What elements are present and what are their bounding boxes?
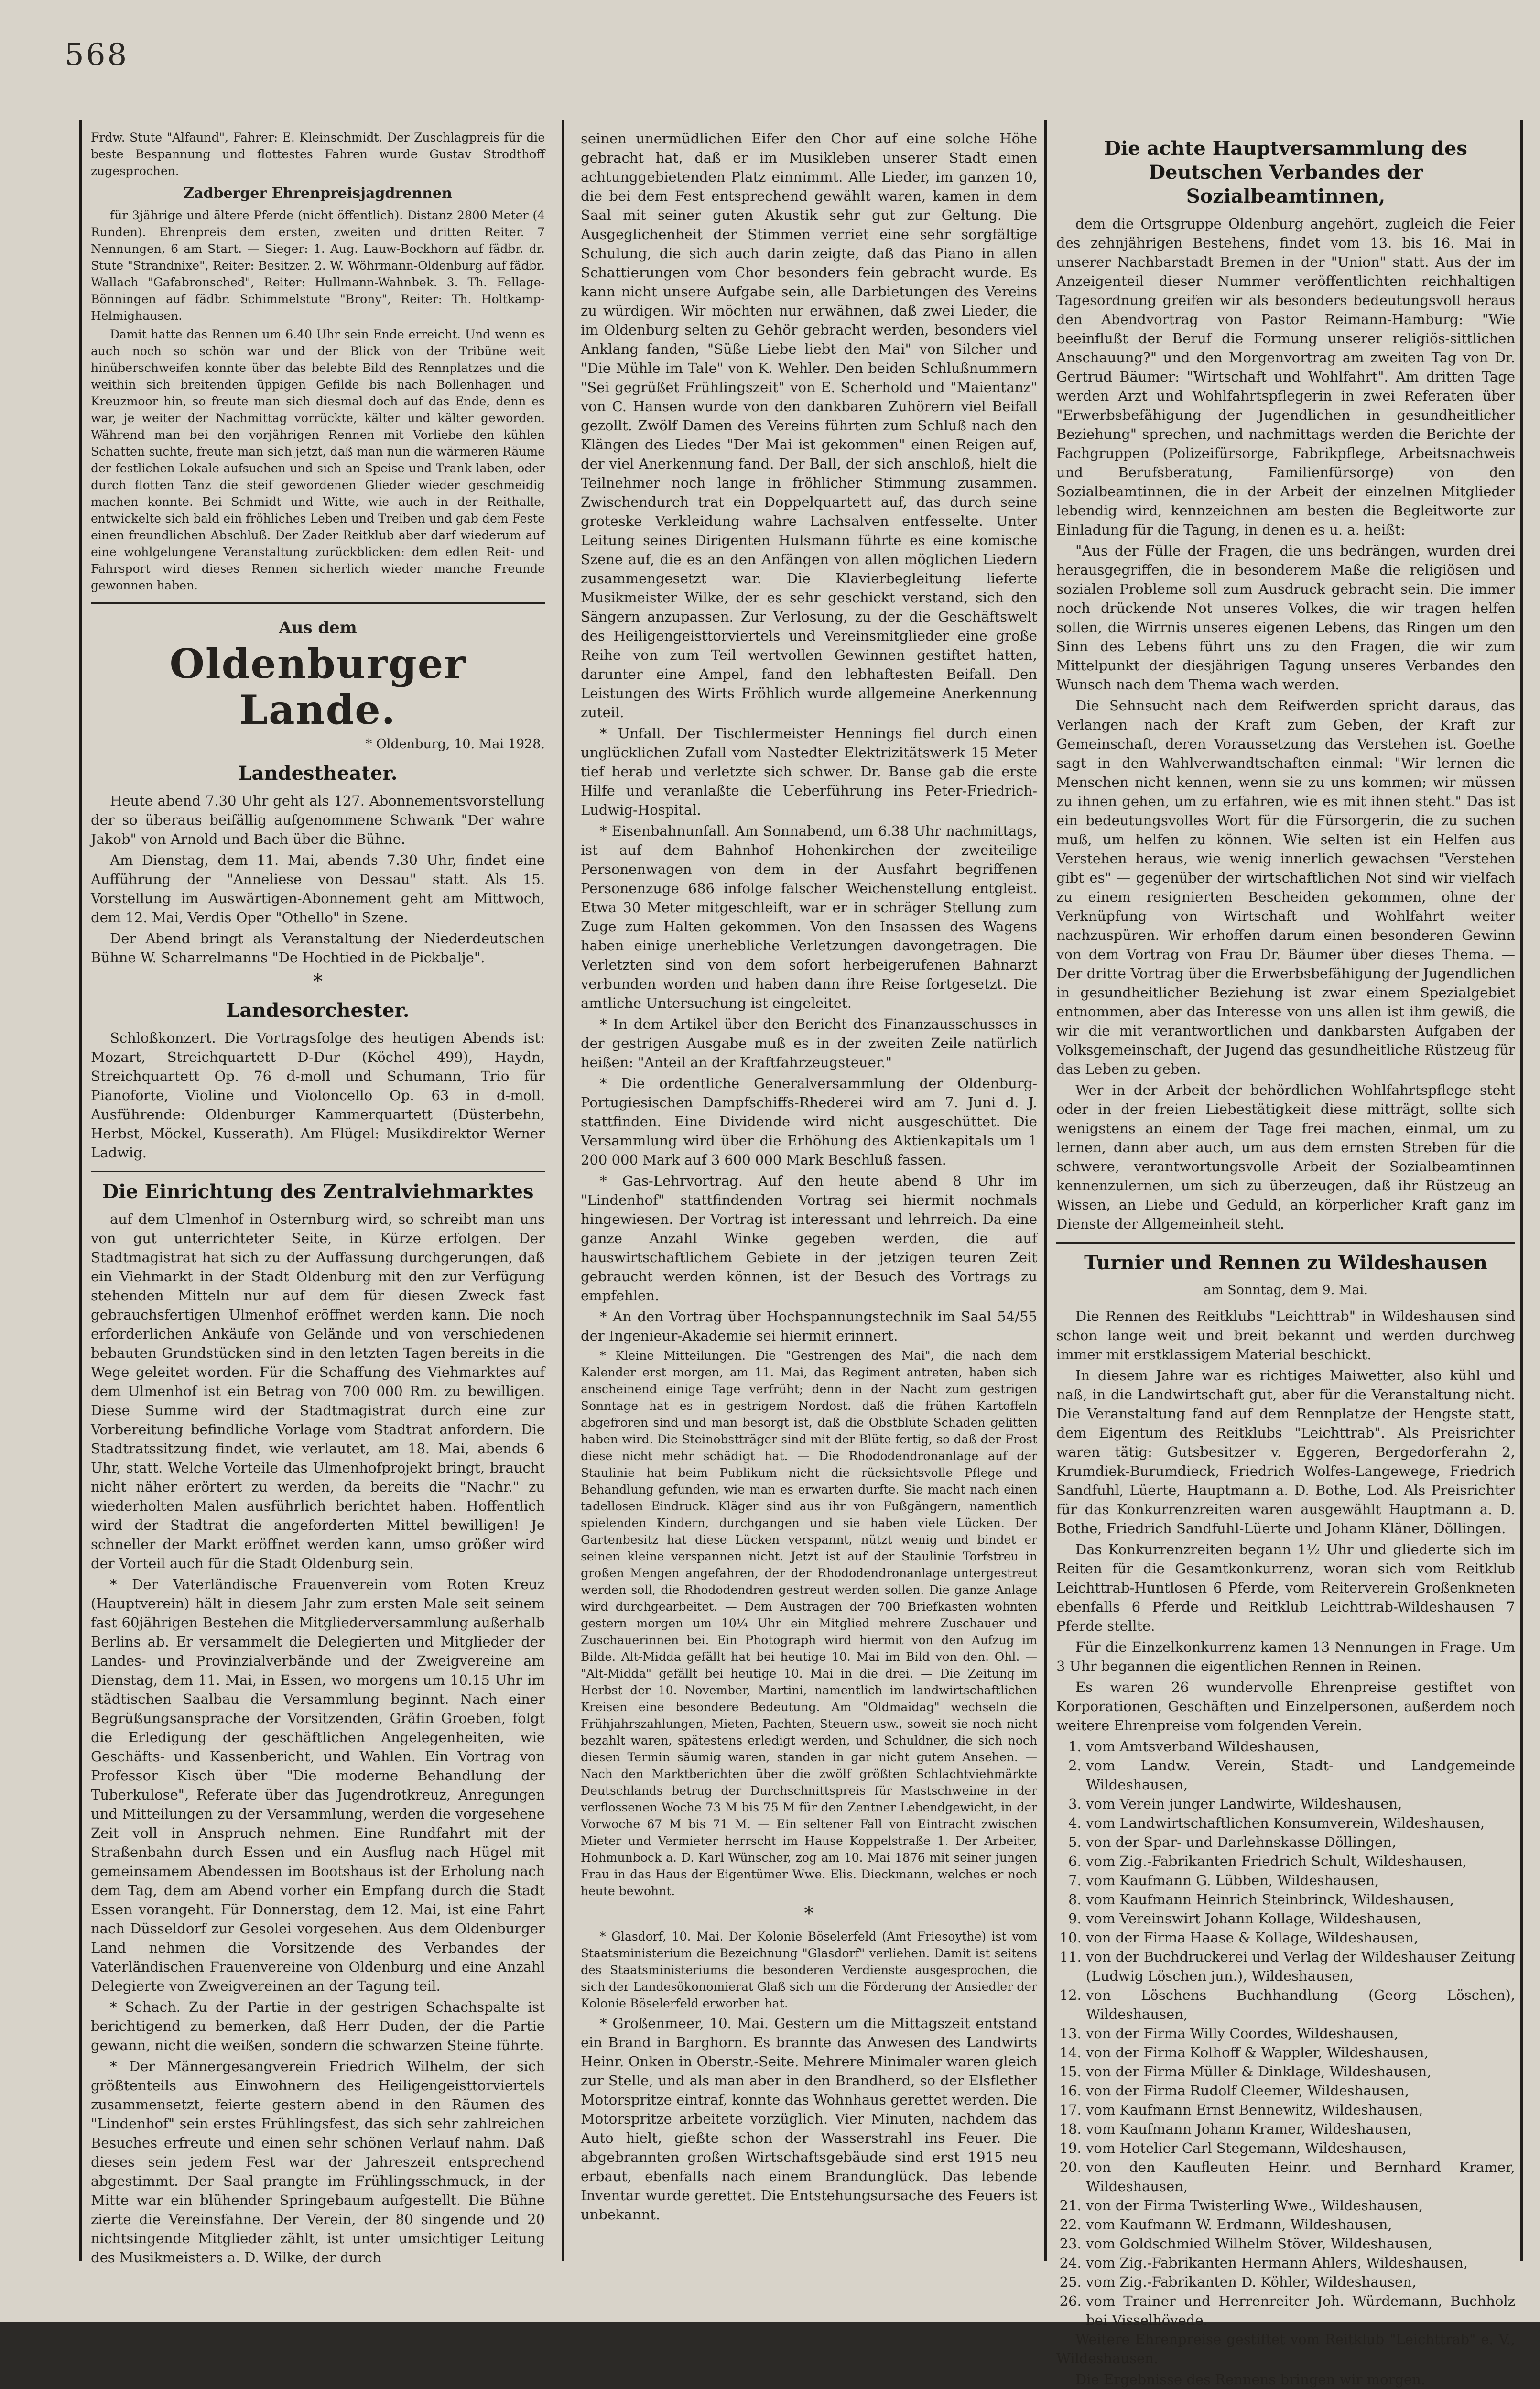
prize-item: 16. von der Firma Rudolf Cleemer, Wildeshausen,: [1086, 2081, 1515, 2100]
choir-continuation: seinen unermüdlichen Eifer den Chor auf eine solche Höhe gebracht hat, daß er im Musikleben unserer Stadt einen achtunggebietenden Platz einnimmt. Alle Lieder, im ganzen 10, die bei dem Fest entsprechend gewählt waren, kamen in dem Saal mit seiner guten Akustik sehr gut zur Geltung. Die Ausgeglichenheit der Stimmen verriet eine sehr sorgfältige Schulung, die sich auch darin zeigte, daß das Piano in allen Schattierungen vom Chor besonders fein gebracht wurde. Es kann nicht unsere Aufgabe sein, alle Darbietungen des Vereins zu würdigen. Wir möchten nur erwähnen, daß zwei Lieder, die im Oldenburg selten zu Gehör gebracht werden, besonders viel Anklang fanden, "Süße Liebe liebt den Mai" von Silcher und "Die Mühle im Tale" von K. Wehler. Den beiden Schlußnummern "Sei gegrüßet Frühlingszeit" von E. Scherhold und "Maientanz" von C. Hansen wurde von den dankbaren Zuhörern viel Beifall gezollt. Zwölf Damen des Vereins führten zum Schluß nach den Klängen des Liedes "Der Mai ist gekommen" einen Reigen auf, der viel Anerkennung fand. Der Ball, der sich anschloß, hielt die Teilnehmer noch lange in fröhlicher Stimmung zusammen. Zwischendurch trat ein Doppelquartett auf, das durch seine groteske Verkleidung wahre Lachsalven entfesselte. Unter Leitung seines Dirigenten Hulsmann führte es eine komische Szene auf, die es an den Anfängen von allen möglichen Liedern zusammengesetzt war. Die Klavierbegleitung lieferte Musikmeister Wilke, der es sehr geschickt verstand, sich den Sängern anzupassen. Zur Verlosung, zu der die Geschäftswelt des Heiligengeisttorviertels und Vereinsmitglieder eine große Reihe von zum Teil wertvollen Gewinnen gestiftet hatten, darunter eine Ampel, fand den lebhaftesten Beifall. Den Leistungen des Wirts Fröhlich wurde allgemeine Anerkennung zuteil.: [581, 131, 1037, 720]
separator-star: *: [313, 971, 323, 993]
prize-item: 17. vom Kaufmann Ernst Bennewitz, Wildeshausen,: [1086, 2100, 1515, 2119]
divider: [91, 1171, 545, 1172]
prize-item: 9. vom Vereinswirt Johann Kollage, Wildeshausen,: [1086, 1909, 1515, 1928]
cattle-market-heading: Die Einrichtung des Zentralviehmarktes: [102, 1180, 534, 1203]
assembly-paragraph: Die Sehnsucht nach dem Reifwerden spricht daraus, das Verlangen nach der Kraft zum Geben, der Kraft zur Gemeinschaft, deren Voraussetzung das Verstehen ist. Goethe sagt in den Wahlverwandtschaften einmal: "Wir lernen die Menschen nicht kennen, wenn sie zu uns kommen; wir müssen zu ihnen gehen, um zu erfahren, wie es mit ihnen steht." Das ist ein bedeutungsvolles Wort für die Fürsorgerin, die zu suchen muß, um helfen zu können. Wie selten ist ein Helfen aus Verstehen heraus, wie wenig innerlich gewachsen "Verstehen gibt es" — gegenüber der wirtschaftlichen Not sind wir vielfach zu einem resignierten Bescheiden gekommen, ohne der Verknüpfung von Wirtschaft und Wohlfahrt weiter nachzuspüren. Wir erhoffen darum einen besonderen Gewinn von dem Vortrag von Frau Dr. Bäumer über dieses Thema. — Der dritte Vortrag über die Erwerbsbefähigung der Jugendlichen in gesundheitlicher Beziehung ist zwar einem Spezialgebiet entnommen, aber das Interesse von uns allen ist ihm gewiß, die wir die mit verantwortlichen und dankbarsten Aufgaben der Volksgemeinschaft, der Jugend das gesundheitliche Rüstzeug für das Leben zu geben.: [1056, 698, 1515, 1077]
prize-item: 10. von der Firma Haase & Kollage, Wildeshausen,: [1086, 1928, 1515, 1947]
section-title: Oldenburger Lande.: [169, 640, 466, 733]
prize-list: [1056, 1737, 1515, 2330]
news-item: * Glasdorf, 10. Mai. Der Kolonie Böselerfeld (Amt Friesoythe) ist vom Staatsministerium die Bezeichnung "Glasdorf" verliehen. Damit ist seitens des Staatsministeriums die besonderen Verdienste ausgesprochen, die sich der Landesökonomierat Glaß sich um die Förderung der Ansiedler der Kolonie Böselerfeld erworben hat.: [581, 1930, 1037, 2010]
separator-star: *: [804, 1903, 814, 1925]
news-item: * Gas-Lehrvortrag. Auf den heute abend 8 Uhr im "Lindenhof" stattfindenden Vortrag sei hiermit nochmals hingewiesen. Der Vortrag ist interessant und lehrreich. Da eine ganze Anzahl Winke gegeben werden, die auf hauswirtschaftlichem Gebiete in der jetzigen teuren Zeit gebraucht werden können, ist der Besuch des Vortrags zu empfehlen.: [581, 1173, 1037, 1304]
tournament-paragraph: Das Konkurrenzreiten begann 1½ Uhr und gliederte sich im Reiten für die Gesamtkonkurrenz, woran sich vom Reitklub Leichttrab-Huntlosen 6 Pferde, vom Reiterverein Großenkneten ebenfalls 6 Pferde und Reitklub Leichttrab-Wildeshausen 7 Pferde stellte.: [1056, 1541, 1515, 1634]
tournament-paragraph: Die Ergebnisse des Rennens bringen wir morgen.: [1075, 2371, 1426, 2388]
page-number: 568: [65, 37, 129, 73]
prize-item: 21. von der Firma Twisterling Wwe., Wildeshausen,: [1086, 2196, 1515, 2215]
frauenverein-paragraph: * Der Vaterländische Frauenverein vom Roten Kreuz (Hauptverein) hält in diesem Jahr zum ersten Male seit seinem fast 60jährigen Bestehen die Mitgliederversammlung außerhalb Berlins ab. Er versammelt die Delegierten und Mitglieder der Landes- und Provinzialverbände und der Zweigvereine am Dienstag, dem 11. Mai, in Essen, wo morgens um 10.15 Uhr im städtischen Saalbau die Versammlung beginnt. Nach einer Begrüßungsansprache der Vorsitzenden, Gräfin Groeben, folgt die Erledigung der geschäftlichen Angelegenheiten, wie Geschäfts- und Kassenbericht, und Wahlen. Ein Vortrag von Professor Kisch über "Die moderne Behandlung der Tuberkulose", Referate über das Jugendrotkreuz, Anregungen und Mitteilungen zu der Versammlung, werden die vorgesehene Zeit voll in Anspruch nehmen. Eine Rundfahrt mit der Straßenbahn durch Essen und ein Ausflug nach Hügel mit gemeinsamem Abendessen im Bootshaus ist der Erholung nach dem Tag, dem am Abend vorher ein Empfang durch die Stadt Essen vorangeht. Für Donnerstag, dem 12. Mai, ist eine Fahrt nach Düsseldorf zur Gesolei vorgesehen. Aus dem Oldenburger Land nehmen die Vorsitzende des Verbandes der Vaterländischen Frauenvereine von Oldenburg und eine Anzahl Delegierte von Zweigvereinen an der Tagung teil.: [91, 1576, 545, 1994]
theater-paragraph: Am Dienstag, dem 11. Mai, abends 7.30 Uhr, findet eine Aufführung der "Anneliese von Dessau" statt. Als 15. Vorstellung im Auswärtigen-Abonnement geht am Mittwoch, dem 12. Mai, Verdis Oper "Othello" in Szene.: [91, 852, 545, 926]
prize-item: 12. von Löschens Buchhandlung (Georg Löschen), Wildeshausen,: [1086, 1985, 1515, 2024]
prize-item: 20. von den Kaufleuten Heinr. und Bernhard Kramer, Wildeshausen,: [1086, 2158, 1515, 2196]
race-text: für 3jährige und ältere Pferde (nicht öffentlich). Distanz 2800 Meter (4 Runden). Ehrenpreis dem ersten, zweiten und dritten Reiter. 7 Nennungen, 6 am Start. — Sieger: 1. Aug. Lauw-Bockhorn auf fädbr. dr. Stute "Strandnixe", Reiter: Besitzer. 2. W. Wöhrmann-Oldenburg auf fädbr. Wallach "Gafabronsched", Reiter: Hullmann-Wahnbek. 3. Th. Fellage-Bönningen auf fädbr. Schimmelstute "Brony", Reiter: Th. Holtkamp-Helmighausen.: [91, 208, 545, 323]
assembly-headline: Die achte Hauptversammlung des Deutschen Verbandes der Sozialbeamtinnen,: [1104, 137, 1467, 207]
column-rule: [1044, 120, 1047, 2261]
prize-item: 4. vom Landwirtschaftlichen Konsumverein, Wildeshausen,: [1086, 1813, 1515, 1833]
tournament-paragraph: Weitere Ehrenpreise gestiftet vom Reitklub "Leichttrab" e. V., Wildeshausen.: [1056, 2331, 1515, 2367]
prize-item: 18. vom Kaufmann Johann Kramer, Wildeshausen,: [1086, 2119, 1515, 2138]
theater-paragraph: Der Abend bringt als Veranstaltung der Niederdeutschen Bühne W. Scharrelmanns "De Hochtied in de Pickbalje".: [91, 930, 545, 966]
cattle-market-paragraph: auf dem Ulmenhof in Osternburg wird, so schreibt man uns von gut unterrichteter Seite, in Kürze erfolgen. Der Stadtmagistrat hat sich zu der Auffassung durchgerungen, daß ein Viehmarkt in der Stadt Oldenburg mit den zur Verfügung stehenden Mitteln nur auf dem für diesen Zweck fast gebrauchsfertigen Ulmenhof eröffnet werden kann. Die noch erforderlichen Ankäufe von Gelände und von verschiedenen bebauten Grundstücken sind in den letzten Tagen bereits in die Wege geleitet worden. Für die Schaffung des Viehmarktes auf dem Ulmenhof ist ein Betrag von 700 000 Rm. zu bewilligen. Diese Summe wird der Stadtmagistrat durch eine zur Vorbereitung befindliche Vorlage vom Stadtrat anfordern. Die Stadtratssitzung findet, wie verlautet, am 18. Mai, abends 6 Uhr, statt. Welche Vorteile das Ulmenhofprojekt bringt, braucht nicht näher erörtert zu werden, da bereits die "Nachr." zu wiederholten Malen ausführlich berichtet haben. Hoffentlich wird der Stadtrat die angeforderten Mittel bewilligen! Je schneller der Markt eröffnet werden kann, umso größer wird der Vorteil auch für die Stadt Oldenburg sein.: [91, 1211, 545, 1571]
race-result-fragment: Frdw. Stute "Alfaund", Fahrer: E. Kleinschmidt. Der Zuschlagpreis für die beste Bespannung und flottestes Fahren wurde Gustav Strodthoff zugesprochen.: [91, 131, 545, 178]
dateline: * Oldenburg, 10. Mai 1928.: [365, 737, 545, 752]
chess-paragraph: * Schach. Zu der Partie in der gestrigen Schachspalte ist berichtigend zu bemerken, daß Herr Duden, der die Partie gewann, nicht die weißen, sondern die schwarzen Steine führte.: [91, 1999, 545, 2053]
tournament-subline: am Sonntag, dem 9. Mai.: [1204, 1283, 1368, 1298]
news-item: * Kleine Mitteilungen. Die "Gestrengen des Mai", die nach dem Kalender erst morgen, am 11. Mai, das Regiment antreten, haben sich anscheinend einige Tage verfrüht; denn in der Nacht zum gestrigen Sonntage hat es in gestrigem Nordost. daß die frühen Kartoffeln abgefroren sind und man besorgt ist, daß die Obstblüte Schaden gelitten haben wird. Die Steinobstträger sind mit der Blüte fertig, so daß der Frost diese nicht mehr schädigt hat. — Die Rhododendronanlage auf der Staulinie hat beim Publikum nicht die rücksichtsvolle Pflege und Behandlung gefunden, wie man es erwarten durfte. Sie macht nach einen tadellosen Eindruck. Kläger sind aus ihr von Fußgängern, namentlich spielenden Kindern, durchgangen und sie haben viele Lücken. Der Gartenbesitz hat diese Lücken verspannt, nützt wenig und bindet er seinen kleine verspannen nicht. Jetzt ist auf der Staulinie Torfstreu in großen Mengen angefahren, der der Rhododendronanlage untergestreut werden soll, die Rhododendren gestreut werden sollen. Die ganze Anlage wird durchgearbeitet. — Dem Austragen der 700 Briefkasten wohnten gestern morgen um 10¼ Uhr ein Mitglied mehrere Zuschauer und Zuschauerinnen bei. Ein Photograph wird hiermit von den Aufzug im Bilde. Alt-Midda gefällt hat bei heutige 10. Mai im Bild von den. Ohl. — "Alt-Midda" gefällt bei heutige 10. Mai in die drei. — Die Zeitung im Herbst der 10. November, Martini, namentlich im landwirtschaftlichen Kreisen eine besondere Bedeutung. Am "Oldmaidag" wechseln die Frühjahrszahlungen, Mieten, Pachten, Steuern usw., soweit sie noch nicht bezahlt waren, spätestens erledigt werden, und Schuldner, die sich noch diesen Termin säumig waren, standen in gar nicht gutem Ansehen. — Nach den Marktberichten über die zwölf größten Schlachtviehmärkte Deutschlands betrug der Durchschnittspreis für Mastschweine in der verflossenen Woche 73 M bis 75 M für den Zentner Lebendgewicht, in der Vorwoche 67 M bis 71 M. — Ein seltener Fall von Eintracht zwischen Mieter und Vermieter herrscht im Hause Koppelstraße 1. Der Arbeiter, Hohmunbock a. D. Karl Wünscher, zog am 10. Mai 1876 mit seiner jungen Frau in das Haus der Eigentümer Wwe. Elis. Dieckmann, welches er noch heute bewohnt.: [581, 1349, 1037, 1898]
prize-item: 22. vom Kaufmann W. Erdmann, Wildeshausen,: [1086, 2215, 1515, 2234]
news-item: * Großenmeer, 10. Mai. Gestern um die Mittagszeit entstand ein Brand in Barghorn. Es brannte das Anwesen des Landwirts Heinr. Onken in Oberstr.-Seite. Mehrere Minimaler waren gleich zur Stelle, und als man aber in den Brandherd, so der Elsflether Motorspritze eintraf, konnte das Wohnhaus gerettet werden. Die Motorspritze arbeitete vorzüglich. Vier Minuten, nachdem das Auto hielt, gießte schon der Wasserstrahl ins Feuer. Die abgebrannten großen Wirtschaftsgebäude sind erst 1915 neu erbaut, ebenfalls nach einem Brandunglück. Das lebende Inventar wurde gerettet. Die Entstehungsursache des Feuers ist unbekannt.: [581, 2015, 1037, 2223]
prize-item: 26. vom Trainer und Herrenreiter Joh. Würdemann, Buchholz bei Visselhövede.: [1086, 2291, 1515, 2330]
prize-item: 1. vom Amtsverband Wildeshausen,: [1086, 1737, 1515, 1756]
choir-paragraph: * Der Männergesangverein Friedrich Wilhelm, der sich größtenteils aus Einwohnern des Heiligengeisttorviertels zusammensetzt, feierte gestern abend in den Räumen des "Lindenhof" sein erstes Frühlingsfest, das sich sehr zahlreichen Besuches erfreute und einen sehr schönen Verlauf nahm. Daß dieses sein jedem Fest war der Jahreszeit entsprechend abgestimmt. Der Saal prangte im Frühlingsschmuck, in der Mitte war ein blühender Springebaum aufgestellt. Die Bühne zierte die Vereinsfahne. Der Verein, der 80 singende und 20 nichtsingende Mitglieder zählt, ist unter umsichtiger Leitung des Musikmeisters a. D. Wilke, der durch: [91, 2058, 545, 2266]
prize-item: 3. vom Verein junger Landwirte, Wildeshausen,: [1086, 1794, 1515, 1813]
column-right: [1056, 129, 1515, 2388]
prize-item: 19. vom Hotelier Carl Stegemann, Wildeshausen,: [1086, 2138, 1515, 2158]
news-item: * Unfall. Der Tischlermeister Hennings fiel durch einen unglücklichen Zufall vom Nastedter Elektrizitätswerk 15 Meter tief herab und verletzte sich schwer. Dr. Banse gab die erste Hilfe und veranlaßte die Ueberführung ins Peter-Friedrich-Ludwig-Hospital.: [581, 725, 1037, 818]
tournament-paragraph: Für die Einzelkonkurrenz kamen 13 Nennungen in Frage. Um 3 Uhr begannen die eigentlichen Rennen in Reinen.: [1056, 1639, 1515, 1674]
column-rule: [562, 120, 564, 2261]
assembly-paragraph: dem die Ortsgruppe Oldenburg angehört, zugleich die Feier des zehnjährigen Bestehens, findet vom 13. bis 16. Mai in unserer Nachbarstadt Bremen in der "Union" statt. Aus der im Anzeigenteil dieser Nummer veröffentlichten reichhaltigen Tagesordnung greifen wir als besonders bedeutungsvoll heraus den Abendvortrag von Pastor Reimann-Hamburg: "Wie beeinflußt der Beruf die Formung unserer religiös-sittlichen Anschauung?" und den Morgenvortrag am zweiten Tag von Dr. Gertrud Bäumer: "Wirtschaft und Wohlfahrt". Am dritten Tage werden Arzt und Wohlfahrtspflegerin in zwei Referaten über "Erwerbsbefähigung der Jugendlichen in gesundheitlicher Beziehung" sprechen, und nachmittags werden die Berichte der Fachgruppen (Polizeifürsorge, Fabrikpflege, Arbeitsnachweis und Berufsberatung, Familienfürsorge) von den Sozialbeamtinnen, die in der Arbeit der einzelnen Mitglieder lebendig wird, kennzeichnen am besten die Begleitworte zur Einladung für die Tagung, in denen es u. a. heißt:: [1056, 216, 1515, 538]
assembly-paragraph: Wer in der Arbeit der behördlichen Wohlfahrtspflege steht oder in der freien Liebestätigkeit diese mitträgt, sollte sich wenigstens an einem der Tage frei machen, einmal, um zu lernen, dann aber auch, um aus dem ernsten Streben für die schwere, verantwortungsvolle Arbeit der Sozialbeamtinnen kennenzulernen, um sich zu überzeugen, daß ihr Rüstzeug an Wissen, an Liebe und Geduld, an körperlicher Kraft ganz im Dienste der Allgemeinheit steht.: [1056, 1082, 1515, 1232]
orchestra-paragraph: Schloßkonzert. Die Vortragsfolge des heutigen Abends ist: Mozart, Streichquartett D-Dur (Köchel 499), Haydn, Streichquartett Op. 76 d-moll und Schumann, Trio für Pianoforte, Violine und Violoncello Op. 63 in d-moll. Ausführende: Oldenburger Kammerquartett (Düsterbehn, Herbst, Möckel, Kusserath). Am Flügel: Musikdirektor Werner Ladwig.: [91, 1030, 545, 1161]
divider: [1056, 1242, 1515, 1244]
news-item: * An den Vortrag über Hochspannungstechnik im Saal 54/55 der Ingenieur-Akademie sei hiermit erinnert.: [581, 1309, 1037, 1344]
theater-paragraph: Heute abend 7.30 Uhr geht als 127. Abonnementsvorstellung der so überaus beifällig aufgenommene Schwank "Der wahre Jakob" von Arnold und Bach über die Bühne.: [91, 793, 545, 847]
orchestra-heading: Landesorchester.: [226, 999, 410, 1022]
race-title: Zadberger Ehrenpreisjagdrennen: [184, 185, 452, 202]
column-left: [91, 129, 545, 2266]
column-rule: [1520, 120, 1523, 2261]
prize-item: 6. vom Zig.-Fabrikanten Friedrich Schult, Wildeshausen,: [1086, 1852, 1515, 1871]
tournament-paragraph: Es waren 26 wundervolle Ehrenpreise gestiftet von Korporationen, Geschäften und Einzelpersonen, außerdem noch weitere Ehrenpreise vom folgenden Verein.: [1056, 1679, 1515, 1734]
prize-item: 23. vom Goldschmied Wilhelm Stöver, Wildeshausen,: [1086, 2234, 1515, 2253]
prize-item: 25. vom Zig.-Fabrikanten D. Köhler, Wildeshausen,: [1086, 2272, 1515, 2291]
prize-item: 13. von der Firma Willy Coordes, Wildeshausen,: [1086, 2024, 1515, 2043]
news-item: * In dem Artikel über den Bericht des Finanzausschusses in der gestrigen Ausgabe muß es in der zweiten Zeile natürlich heißen: "Anteil an der Kraftfahrzeugsteuer.": [581, 1016, 1037, 1070]
prize-item: 8. vom Kaufmann Heinrich Steinbrinck, Wildeshausen,: [1086, 1890, 1515, 1909]
news-item: * Die ordentliche Generalversammlung der Oldenburg-Portugiesischen Dampfschiffs-Rhederei wird am 7. Juni d. J. stattfinden. Eine Dividende wird nicht ausgeschüttet. Die Versammlung wird über die Erhöhung des Aktienkapitals um 1 200 000 Mark auf 3 600 000 Mark Beschluß fassen.: [581, 1075, 1037, 1168]
column-rule: [79, 120, 82, 2261]
tournament-paragraph: In diesem Jahre war es richtiges Maiwetter, also kühl und naß, in die Landwirtschaft gut, aber für die Veranstaltung nicht. Die Veranstaltung fand auf dem Rennplatze der Hengste statt, dem Eigentum des Reitklubs "Leichttrab". Als Preisrichter waren tätig: Gutsbesitzer v. Eggeren, Bergedorferahn 2, Krumdiek-Burumdieck, Friedrich Wolfes-Langewege, Friedrich Sandfuhl, Lüerte, Hauptmann a. D. Bothe, Lod. Als Preisrichter für das Konkurrenzreiten waren ausgewählt Hauptmann a. D. Bothe, Friedrich Sandfuhl-Lüerte und Johann Kläner, Döllingen.: [1056, 1367, 1515, 1537]
news-item: * Eisenbahnunfall. Am Sonnabend, um 6.38 Uhr nachmittags, ist auf dem Bahnhof Hohenkirchen der zweiteilige Personenwagen von dem in der Ausfahrt begriffenen Personenzuge 686 infolge falscher Weichenstellung entgleist. Etwa 30 Meter mitgeschleift, war er in schräger Stellung zum Zuge zum Halten gekommen. Von den Insassen des Wagens haben einige unerhebliche Verletzungen davongetragen. Die Verletzten sind von dem sofort herbeigerufenen Bahnarzt verbunden worden und haben dann ihre Reise fortgesetzt. Die amtliche Untersuchung ist eingeleitet.: [581, 823, 1037, 1011]
tournament-paragraph: Die Rennen des Reitklubs "Leichttrab" in Wildeshausen sind schon lange weit und breit bekannt und werden durchweg immer mit erstklassigem Material beschickt.: [1056, 1308, 1515, 1363]
prize-item: 14. von der Firma Kolhoff & Wappler, Wildeshausen,: [1086, 2043, 1515, 2062]
divider: [91, 602, 545, 604]
prize-item: 11. von der Buchdruckerei und Verlag der Wildeshauser Zeitung (Ludwig Löschen jun.), Wildeshausen,: [1086, 1947, 1515, 1985]
column-middle: [581, 129, 1037, 2252]
tournament-headline: Turnier und Rennen zu Wildeshausen: [1084, 1252, 1487, 1274]
assembly-paragraph: "Aus der Fülle der Fragen, die uns bedrängen, wurden drei herausgegriffen, die in besonderem Maße die religiösen und sozialen Probleme soll zum Ausdruck gebracht sein. Die immer noch drückende Not unseres Volkes, die wir tragen helfen sollen, die Wirrnis unseres eigenen Lebens, das Ringen um den Sinn des Lebens führt uns zu den Fragen, die wir zum Mittelpunkt der diesjährigen Tagung unseres Verbandes den Wunsch nach dem Thema wach werden.: [1056, 543, 1515, 693]
prize-item: 5. von der Spar- und Darlehnskasse Döllingen,: [1086, 1833, 1515, 1852]
theater-heading: Landestheater.: [238, 762, 398, 785]
prize-item: 2. vom Landw. Verein, Stadt- und Landgemeinde Wildeshausen,: [1086, 1756, 1515, 1794]
prize-item: 15. von der Firma Müller & Dinklage, Wildeshausen,: [1086, 2062, 1515, 2081]
section-kicker: Aus dem: [279, 618, 357, 637]
prize-item: 7. vom Kaufmann G. Lübben, Wildeshausen,: [1086, 1871, 1515, 1890]
prize-item: 24. vom Zig.-Fabrikanten Hermann Ahlers, Wildeshausen,: [1086, 2253, 1515, 2272]
race-closing: Damit hatte das Rennen um 6.40 Uhr sein Ende erreicht. Und wenn es auch noch so schön war und der Blick von der Tribüne weit hinüberschweifen konnte über das belebte Bild des Rennplatzes und die weithin sich breitenden üppigen Gefilde bis nach Bollenhagen und Kreuzmoor hin, so freute man sich diesmal doch auf das Ende, denn es war, je weiter der Nachmittag vorrückte, kälter und kälter geworden. Während man bei den vorjährigen Rennen mit Vorliebe den kühlen Schatten suchte, freute man sich jetzt, daß man nun die wärmeren Räume der festlichen Lokale aufsuchen und sich an Speise und Trank laben, oder durch flotten Tanz die steif gewordenen Glieder wieder geschmeidig machen konnte. Bei Schmidt und Witte, wie auch in der Reithalle, entwickelte sich bald ein fröhliches Leben und Treiben und gab dem Feste einen freundlichen Abschluß. Der Zader Reitklub aber darf wiederum auf eine wohlgelungene Veranstaltung zurückblicken: dem edlen Reit- und Fahrsport wird dieses Rennen sicherlich wieder manche Freunde gewonnen haben.: [91, 327, 545, 592]
